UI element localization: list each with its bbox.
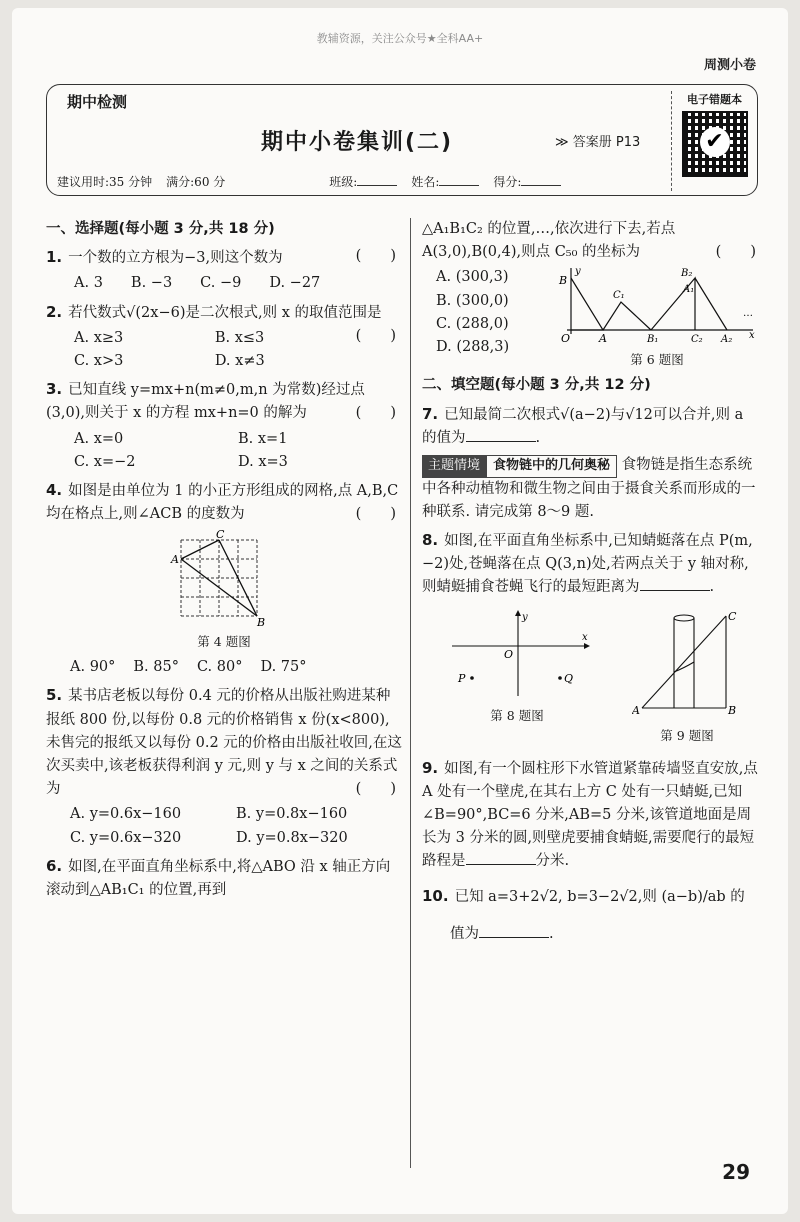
theme-context: [422, 454, 762, 524]
grade-blank[interactable]: [521, 185, 561, 186]
q4-text: 如图是由单位为 1 的小正方形组成的网格,点 A,B,C 均在格点上,则∠ACB 的度数为: [46, 482, 399, 523]
q9-figure: [632, 610, 742, 746]
grade-label: 得分:: [493, 175, 522, 189]
q6-text: 如图,在平面直角坐标系中,将△ABO 沿 x 轴正方向滚动到△AB₁C₁ 的位置,再到: [46, 858, 391, 898]
q9-number: 9.: [422, 758, 439, 777]
right-column: [422, 218, 762, 950]
question-8: [422, 528, 762, 600]
q5-number: 5.: [46, 686, 63, 705]
q6-number: 6.: [46, 856, 63, 875]
q7-number: 7.: [422, 404, 439, 423]
column-divider: [410, 218, 411, 1168]
q9-answer-blank[interactable]: [466, 864, 536, 865]
svg-text:…: …: [743, 308, 753, 320]
q8-number: 8.: [422, 531, 439, 550]
section-2-title: 二、填空题(每小题 3 分,共 12 分): [422, 377, 651, 394]
q4-figure: [46, 530, 402, 652]
q1-option-b[interactable]: B. −3: [130, 275, 173, 292]
q10-answer-blank[interactable]: [479, 937, 549, 938]
q8-end: .: [709, 579, 715, 596]
q6-option-b[interactable]: B. (300,0): [436, 292, 509, 309]
section-label: 期中检测: [61, 91, 133, 112]
q3-paren: ( ): [355, 405, 396, 422]
name-label: 姓名:: [411, 175, 440, 189]
q8-answer-blank[interactable]: [640, 590, 710, 591]
question-1: [46, 245, 402, 295]
q4-paren: ( ): [355, 506, 396, 523]
svg-text:O: O: [561, 332, 571, 345]
question-6-continued: [422, 218, 762, 370]
q1-option-a[interactable]: A. 3: [74, 275, 103, 292]
q5-text: 某书店老板以每份 0.4 元的价格从出版社购进某种报纸 800 份,以每份 0.8 元的价格销售 x 份(x<800),未售完的报纸又以每份 0.2 元的价格由出版社收回,在这次买卖中,该老板获得利润 y 元,则 y 与 x 之间的关系式为: [46, 688, 402, 798]
svg-text:B: B: [559, 274, 568, 288]
q2-option-b[interactable]: B. x≤3: [214, 329, 265, 346]
svg-text:B₂: B₂: [681, 268, 693, 280]
q1-paren: ( ): [355, 248, 396, 265]
q10-text: 已知 a=3+2√2, b=3−2√2,则 (a−b)/ab 的: [454, 888, 745, 905]
q3-text: 已知直线 y=mx+n(m≠0,m,n 为常数)经过点(3,0),则关于 x 的方程 mx+n=0 的解为: [46, 382, 365, 422]
question-9: [422, 756, 762, 874]
q9-text: 如图,有一个圆柱形下水管道紧靠砖墙竖直安放,点 A 处有一个壁虎,在其右上方 C 处有一只蜻蜓,已知∠B=90°,BC=6 分米,AB=5 分米,该管道地面是周长为 3 分米的圆,则壁虎要捕食蜻蜓,需要爬行的最短路程是: [422, 760, 758, 870]
q3-option-b[interactable]: B. x=1: [238, 430, 288, 447]
svg-text:x: x: [749, 330, 755, 342]
figures-8-9: [422, 606, 762, 750]
svg-text:C₁: C₁: [613, 290, 625, 302]
svg-text:A₁: A₁: [683, 284, 695, 296]
page-title: 期中小卷集训(二): [260, 130, 454, 155]
q4-option-d[interactable]: D. 75°: [260, 659, 307, 676]
q6-option-a[interactable]: A. (300,3): [436, 269, 509, 286]
svg-text:C₂: C₂: [691, 334, 703, 345]
q4-option-b[interactable]: B. 85°: [133, 659, 179, 676]
q1-number: 1.: [46, 248, 63, 267]
q6-option-d[interactable]: D. (288,3): [436, 338, 510, 355]
svg-text:y: y: [522, 611, 528, 623]
header-box: [46, 84, 758, 196]
worksheet-page: [12, 8, 788, 1214]
theme-name: 食物链中的几何奥秘: [486, 455, 617, 478]
section-1-title: 一、选择题(每小题 3 分,共 18 分): [46, 221, 275, 237]
question-4: [46, 478, 402, 680]
page-number: 29: [722, 1160, 750, 1184]
coordinate-diagram: [442, 610, 592, 700]
q5-option-b[interactable]: B. y=0.8x−160: [236, 806, 348, 823]
theme-text: 食物链是指生态系统中各种动植物和微生物之间由于摄食关系而形成的一种联系. 请完成第 8～9 题.: [422, 456, 756, 520]
svg-text:A: A: [599, 332, 607, 345]
qr-area: [671, 91, 753, 191]
q6-figure: [552, 264, 762, 370]
question-7: [422, 402, 762, 450]
qr-code-icon[interactable]: [682, 111, 748, 177]
svg-text:B: B: [257, 616, 266, 627]
svg-text:C: C: [728, 609, 737, 623]
name-blank[interactable]: [439, 185, 479, 186]
theme-tag: 主题情境: [422, 455, 486, 478]
q4-figure-caption: 第 4 题图: [197, 634, 251, 650]
cylinder-diagram: [632, 610, 742, 720]
time-text: 建议用时:35 分钟: [57, 175, 153, 189]
svg-text:C: C: [216, 530, 225, 542]
q1-option-c[interactable]: C. −9: [200, 275, 242, 292]
q7-answer-blank[interactable]: [466, 441, 536, 442]
left-column: [46, 218, 402, 906]
svg-text:O: O: [504, 647, 514, 661]
svg-text:x: x: [582, 631, 588, 643]
svg-text:A: A: [171, 553, 179, 567]
q7-end: .: [535, 429, 541, 446]
q1-option-d[interactable]: D. −27: [269, 275, 321, 292]
q4-number: 4.: [46, 480, 63, 499]
score-text: 满分:60 分: [166, 175, 226, 189]
svg-text:B: B: [728, 703, 737, 717]
weekly-label: 周测小卷: [703, 58, 756, 73]
class-blank[interactable]: [357, 185, 397, 186]
rolling-triangle-diagram: [557, 264, 757, 344]
q10-end: .: [549, 925, 554, 942]
q3-option-a[interactable]: A. x=0: [74, 430, 124, 447]
svg-text:B₁: B₁: [647, 334, 659, 345]
q10-number: 10.: [422, 886, 449, 905]
q2-option-a[interactable]: A. x≥3: [74, 329, 124, 346]
q4-option-c[interactable]: C. 80°: [196, 659, 243, 676]
q7-text: 已知最简二次根式√(a−2)与√12可以合并,则 a 的值为: [422, 406, 744, 446]
q6-continued-text: △A₁B₁C₂ 的位置,…,依次进行下去,若点 A(3,0),B(0,4),则点 C₅₀ 的坐标为: [422, 221, 676, 261]
class-label: 班级:: [329, 175, 358, 189]
svg-text:A₂: A₂: [721, 334, 733, 345]
q5-option-a[interactable]: A. y=0.6x−160: [70, 806, 182, 823]
q8-figure-caption: 第 8 题图: [490, 707, 544, 723]
q10-text-2: 值为: [450, 925, 479, 942]
q3-option-c[interactable]: C. x=−2: [74, 453, 136, 470]
check-icon: ✔: [700, 127, 730, 157]
question-2: [46, 300, 402, 374]
q9-unit: 分米.: [535, 853, 570, 870]
q6-option-c[interactable]: C. (288,0): [436, 315, 509, 332]
q1-text: 一个数的立方根为−3,则这个数为: [68, 250, 283, 267]
svg-text:A: A: [632, 703, 640, 717]
question-6: [46, 854, 402, 902]
q2-number: 2.: [46, 302, 63, 321]
q5-paren: ( ): [355, 781, 396, 798]
q2-paren: ( ): [355, 327, 396, 344]
q6-figure-caption: 第 6 题图: [630, 352, 684, 368]
q8-text: 如图,在平面直角坐标系中,已知蜻蜓落在点 P(m,−2)处,苍蝇落在点 Q(3,n)处,若两点关于 y 轴对称,则蜻蜓捕食苍蝇飞行的最短距离为: [422, 533, 753, 596]
question-5: [46, 683, 402, 849]
grid-diagram: [169, 530, 279, 626]
q6-paren: ( ): [715, 244, 756, 261]
question-3: [46, 377, 402, 474]
question-10: [422, 884, 762, 946]
q5-option-d[interactable]: D. y=0.8x−320: [236, 829, 348, 846]
answer-ref: ≫ 答案册 P13: [555, 135, 641, 150]
svg-text:P: P: [458, 671, 466, 685]
q3-number: 3.: [46, 380, 63, 399]
svg-text:Q: Q: [564, 671, 574, 685]
q2-text: 若代数式√(2x−6)是二次根式,则 x 的取值范围是: [68, 304, 382, 321]
q9-figure-caption: 第 9 题图: [660, 727, 714, 743]
q3-option-d[interactable]: D. x=3: [238, 453, 288, 470]
q5-option-c[interactable]: C. y=0.6x−320: [70, 829, 182, 846]
q2-option-d[interactable]: D. x≠3: [214, 352, 265, 369]
watermark: 教辅资源，关注公众号★全科AA+: [316, 32, 484, 45]
qr-label: 电子错题本: [687, 93, 742, 106]
meta-row: [57, 173, 667, 190]
svg-text:y: y: [575, 266, 581, 278]
q8-figure: [442, 610, 592, 746]
q2-option-c[interactable]: C. x>3: [74, 352, 124, 369]
q4-option-a[interactable]: A. 90°: [70, 659, 116, 676]
